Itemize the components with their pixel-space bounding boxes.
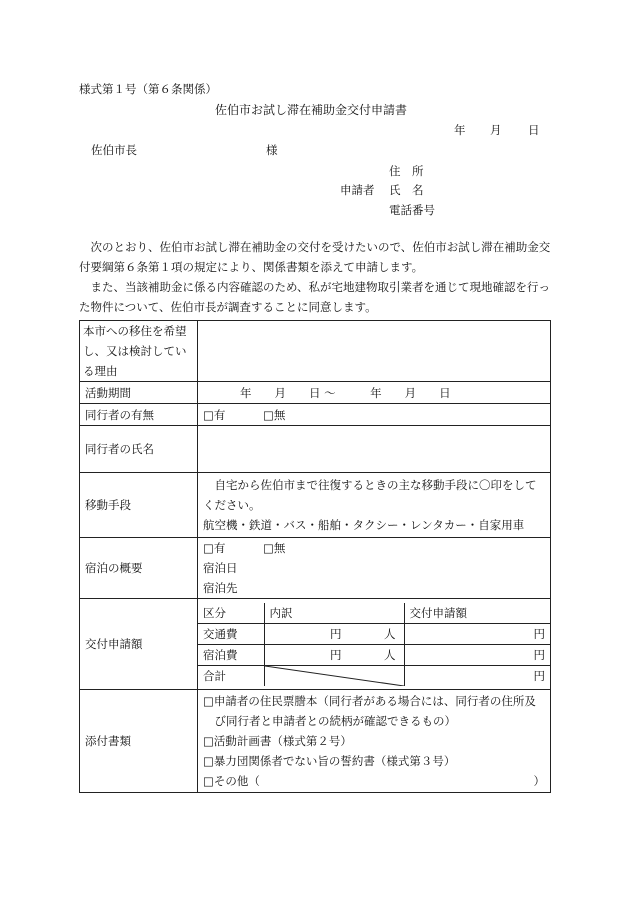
reason-row: [80, 321, 551, 382]
transport-yen-unit: 円: [330, 626, 342, 641]
total-row: [198, 665, 550, 686]
transport-person-unit: 人: [384, 626, 396, 641]
amount-col-category: 区分: [198, 603, 264, 624]
companion-no-checkbox[interactable]: □無: [263, 407, 286, 422]
amount-row: [80, 599, 551, 690]
attach-residence-cert[interactable]: □申請者の住民票謄本（同行者がある場合には、同行者の住所及び同行者と申請者との続柄が確認できるもの）: [203, 694, 536, 728]
lodging-person-unit: 人: [384, 647, 396, 662]
companion-yes-checkbox[interactable]: □有: [203, 407, 226, 422]
reason-field[interactable]: [198, 321, 551, 382]
paragraph-application: 次のとおり、佐伯市お試し滞在補助金の交付を受けたいので、佐伯市お試し滞在補助金交付要綱第６条第１項の規定により、関係書類を添えて申請します。: [79, 240, 551, 274]
honorific: 様: [266, 143, 278, 157]
period-label: 活動期間: [80, 382, 198, 404]
attach-other-close: ）: [533, 774, 545, 788]
form-number: 様式第１号（第６条関係）: [79, 82, 217, 96]
applicant-role-label: 申請者: [340, 183, 375, 197]
attach-other-label: □その他（: [203, 774, 260, 788]
transport-cost-row: [198, 623, 550, 644]
transport-options[interactable]: 航空機・鉄道・バス・船舶・タクシー・レンタカー・自家用車: [203, 518, 525, 532]
total-amount[interactable]: 円: [404, 665, 550, 686]
paragraph-consent: また、当該補助金に係る内容確認のため、私が宅地建物取引業者を通じて現地確認を行った物件について、佐伯市長が調査することに同意します。: [79, 280, 551, 314]
amount-field: [198, 599, 551, 690]
amount-subtable: [198, 603, 550, 686]
companion-name-row: [80, 426, 551, 473]
attachments-field: [198, 690, 551, 793]
period-field[interactable]: 年 月 日 ～ 年 月 日: [198, 382, 551, 404]
amount-col-breakdown: 内訳: [264, 603, 404, 624]
attachments-label: 添付書類: [80, 690, 198, 793]
applicant-name-label: 氏 名: [389, 183, 424, 197]
total-breakdown-crossed: [264, 665, 404, 686]
attach-activity-plan[interactable]: □活動計画書（様式第２号）: [203, 734, 352, 748]
date-month-label: 月: [490, 123, 502, 137]
lodging-cost-breakdown[interactable]: [264, 644, 404, 665]
attach-pledge[interactable]: □暴力団関係者でない旨の誓約書（様式第３号）: [203, 754, 456, 768]
attach-other[interactable]: [203, 771, 545, 791]
diagonal-line: [265, 666, 404, 686]
companion-name-field[interactable]: [198, 426, 551, 473]
transport-row: [80, 473, 551, 538]
application-form-table: [79, 320, 551, 793]
reason-label: 本市への移住を希望し、又は検討している理由: [80, 321, 198, 382]
amount-header-row: [198, 603, 550, 624]
date-year-label: 年: [454, 123, 466, 137]
lodging-cost-label: 宿泊費: [198, 644, 264, 665]
transport-cost-breakdown[interactable]: [264, 623, 404, 644]
period-row: [80, 382, 551, 404]
companion-name-label: 同行者の氏名: [80, 426, 198, 473]
body-text: [79, 237, 554, 317]
lodging-no-checkbox[interactable]: □無: [263, 541, 286, 555]
lodging-yes-checkbox[interactable]: □有: [203, 541, 226, 555]
transport-label: 移動手段: [80, 473, 198, 538]
companion-row: [80, 404, 551, 426]
page-title: 佐伯市お試し滞在補助金交付申請書: [215, 103, 408, 117]
total-label: 合計: [198, 665, 264, 686]
lodging-label: 宿泊の概要: [80, 538, 198, 599]
companion-label: 同行者の有無: [80, 404, 198, 426]
date-day-label: 日: [528, 123, 540, 137]
lodging-cost-row: [198, 644, 550, 665]
attachments-row: [80, 690, 551, 793]
lodging-field: [198, 538, 551, 599]
lodging-row: [80, 538, 551, 599]
addressee: 佐伯市長: [91, 143, 137, 157]
lodging-date-label: 宿泊日: [203, 561, 238, 575]
transport-instruction: 自宅から佐伯市まで往復するときの主な移動手段に〇印をしてください。: [203, 478, 537, 512]
transport-cost-amount[interactable]: 円: [404, 623, 550, 644]
applicant-phone-label: 電話番号: [389, 203, 435, 217]
lodging-cost-amount[interactable]: 円: [404, 644, 550, 665]
amount-label: 交付申請額: [80, 599, 198, 690]
applicant-address-label: 住 所: [389, 164, 424, 178]
transport-field: [198, 473, 551, 538]
lodging-place-label: 宿泊先: [203, 581, 238, 595]
lodging-yen-unit: 円: [330, 647, 342, 662]
companion-field: [198, 404, 551, 426]
transport-cost-label: 交通費: [198, 623, 264, 644]
amount-col-amount: 交付申請額: [404, 603, 550, 624]
